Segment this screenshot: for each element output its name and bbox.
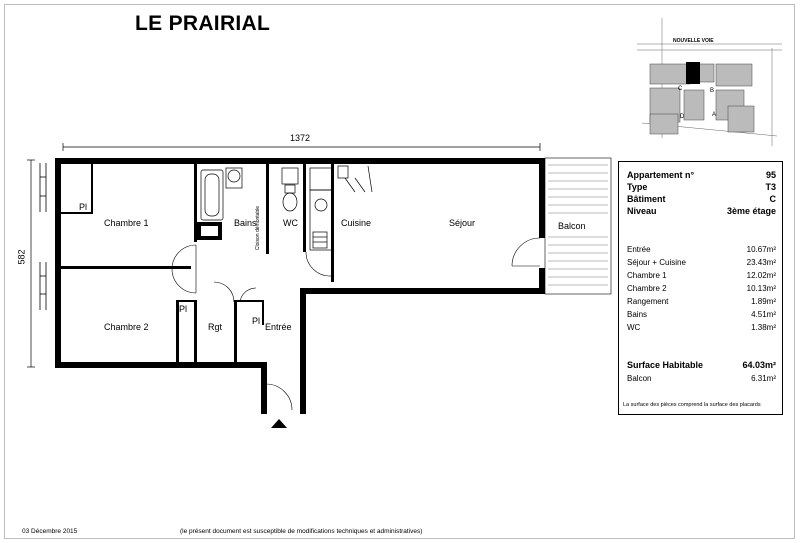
room-balcon: Balcon (558, 221, 586, 231)
project-title: LE PRAIRIAL (135, 12, 271, 35)
room-chambre-1: Chambre 1 (104, 218, 149, 228)
room-cuisine: Cuisine (341, 218, 372, 228)
room-entree: Entrée (265, 322, 292, 332)
key-plan (632, 18, 784, 148)
info-panel (618, 161, 783, 415)
surface-value: 1.38m² (751, 323, 776, 332)
placard-label-2: Pl (179, 304, 188, 314)
dimension-height: 582 (16, 249, 27, 265)
dimension-width: 1372 (290, 133, 311, 143)
surface-note: La surface des pièces comprend la surface des placards (623, 402, 761, 408)
apartment-label: Appartement n° (627, 170, 695, 180)
surface-value: 12.02m² (746, 271, 776, 280)
surface-value: 4.51m² (751, 310, 776, 319)
surface-value: 10.13m² (746, 284, 776, 293)
level-label: Niveau (627, 206, 657, 216)
building-a: A (712, 112, 717, 118)
surface-value: 10.67m² (746, 245, 776, 254)
surface-label: Rangement (627, 297, 669, 306)
habitable-value: 64.03m² (742, 360, 776, 370)
building-label: Bâtiment (627, 194, 666, 204)
placard-label-3: Pl (252, 316, 261, 326)
building-c: C (678, 86, 683, 92)
surface-label: Séjour + Cuisine (627, 258, 686, 267)
building-b: B (710, 88, 715, 94)
surface-label: Chambre 1 (627, 271, 667, 280)
room-chambre-2: Chambre 2 (104, 322, 149, 332)
surface-label: WC (627, 323, 641, 332)
balcon-label: Balcon (627, 374, 652, 383)
balcon-value: 6.31m² (751, 374, 776, 383)
footer-disclaimer: (le présent document est susceptible de modifications techniques et administratives) (180, 528, 423, 535)
room-sejour: Séjour (449, 218, 476, 228)
type-value: T3 (765, 182, 776, 192)
apartment-value: 95 (765, 170, 776, 180)
footer-date: 03 Décembre 2015 (22, 528, 78, 535)
building-value: C (769, 194, 776, 204)
type-label: Type (627, 182, 648, 192)
placard-label-1: Pl (79, 202, 88, 212)
surface-value: 23.43m² (746, 258, 776, 267)
surface-label: Chambre 2 (627, 284, 667, 293)
building-d: D (680, 114, 685, 120)
cloison-label: Cloison démontable (255, 205, 262, 251)
room-wc: WC (283, 218, 298, 228)
key-plan-street: NOUVELLE VOIE (673, 38, 714, 44)
room-bains: Bains (234, 218, 257, 228)
surface-label: Bains (627, 310, 648, 319)
habitable-label: Surface Habitable (627, 360, 704, 370)
surface-value: 1.89m² (751, 297, 776, 306)
level-value: 3ème étage (726, 206, 776, 216)
surface-label: Entrée (627, 245, 651, 254)
room-rgt: Rgt (208, 322, 223, 332)
